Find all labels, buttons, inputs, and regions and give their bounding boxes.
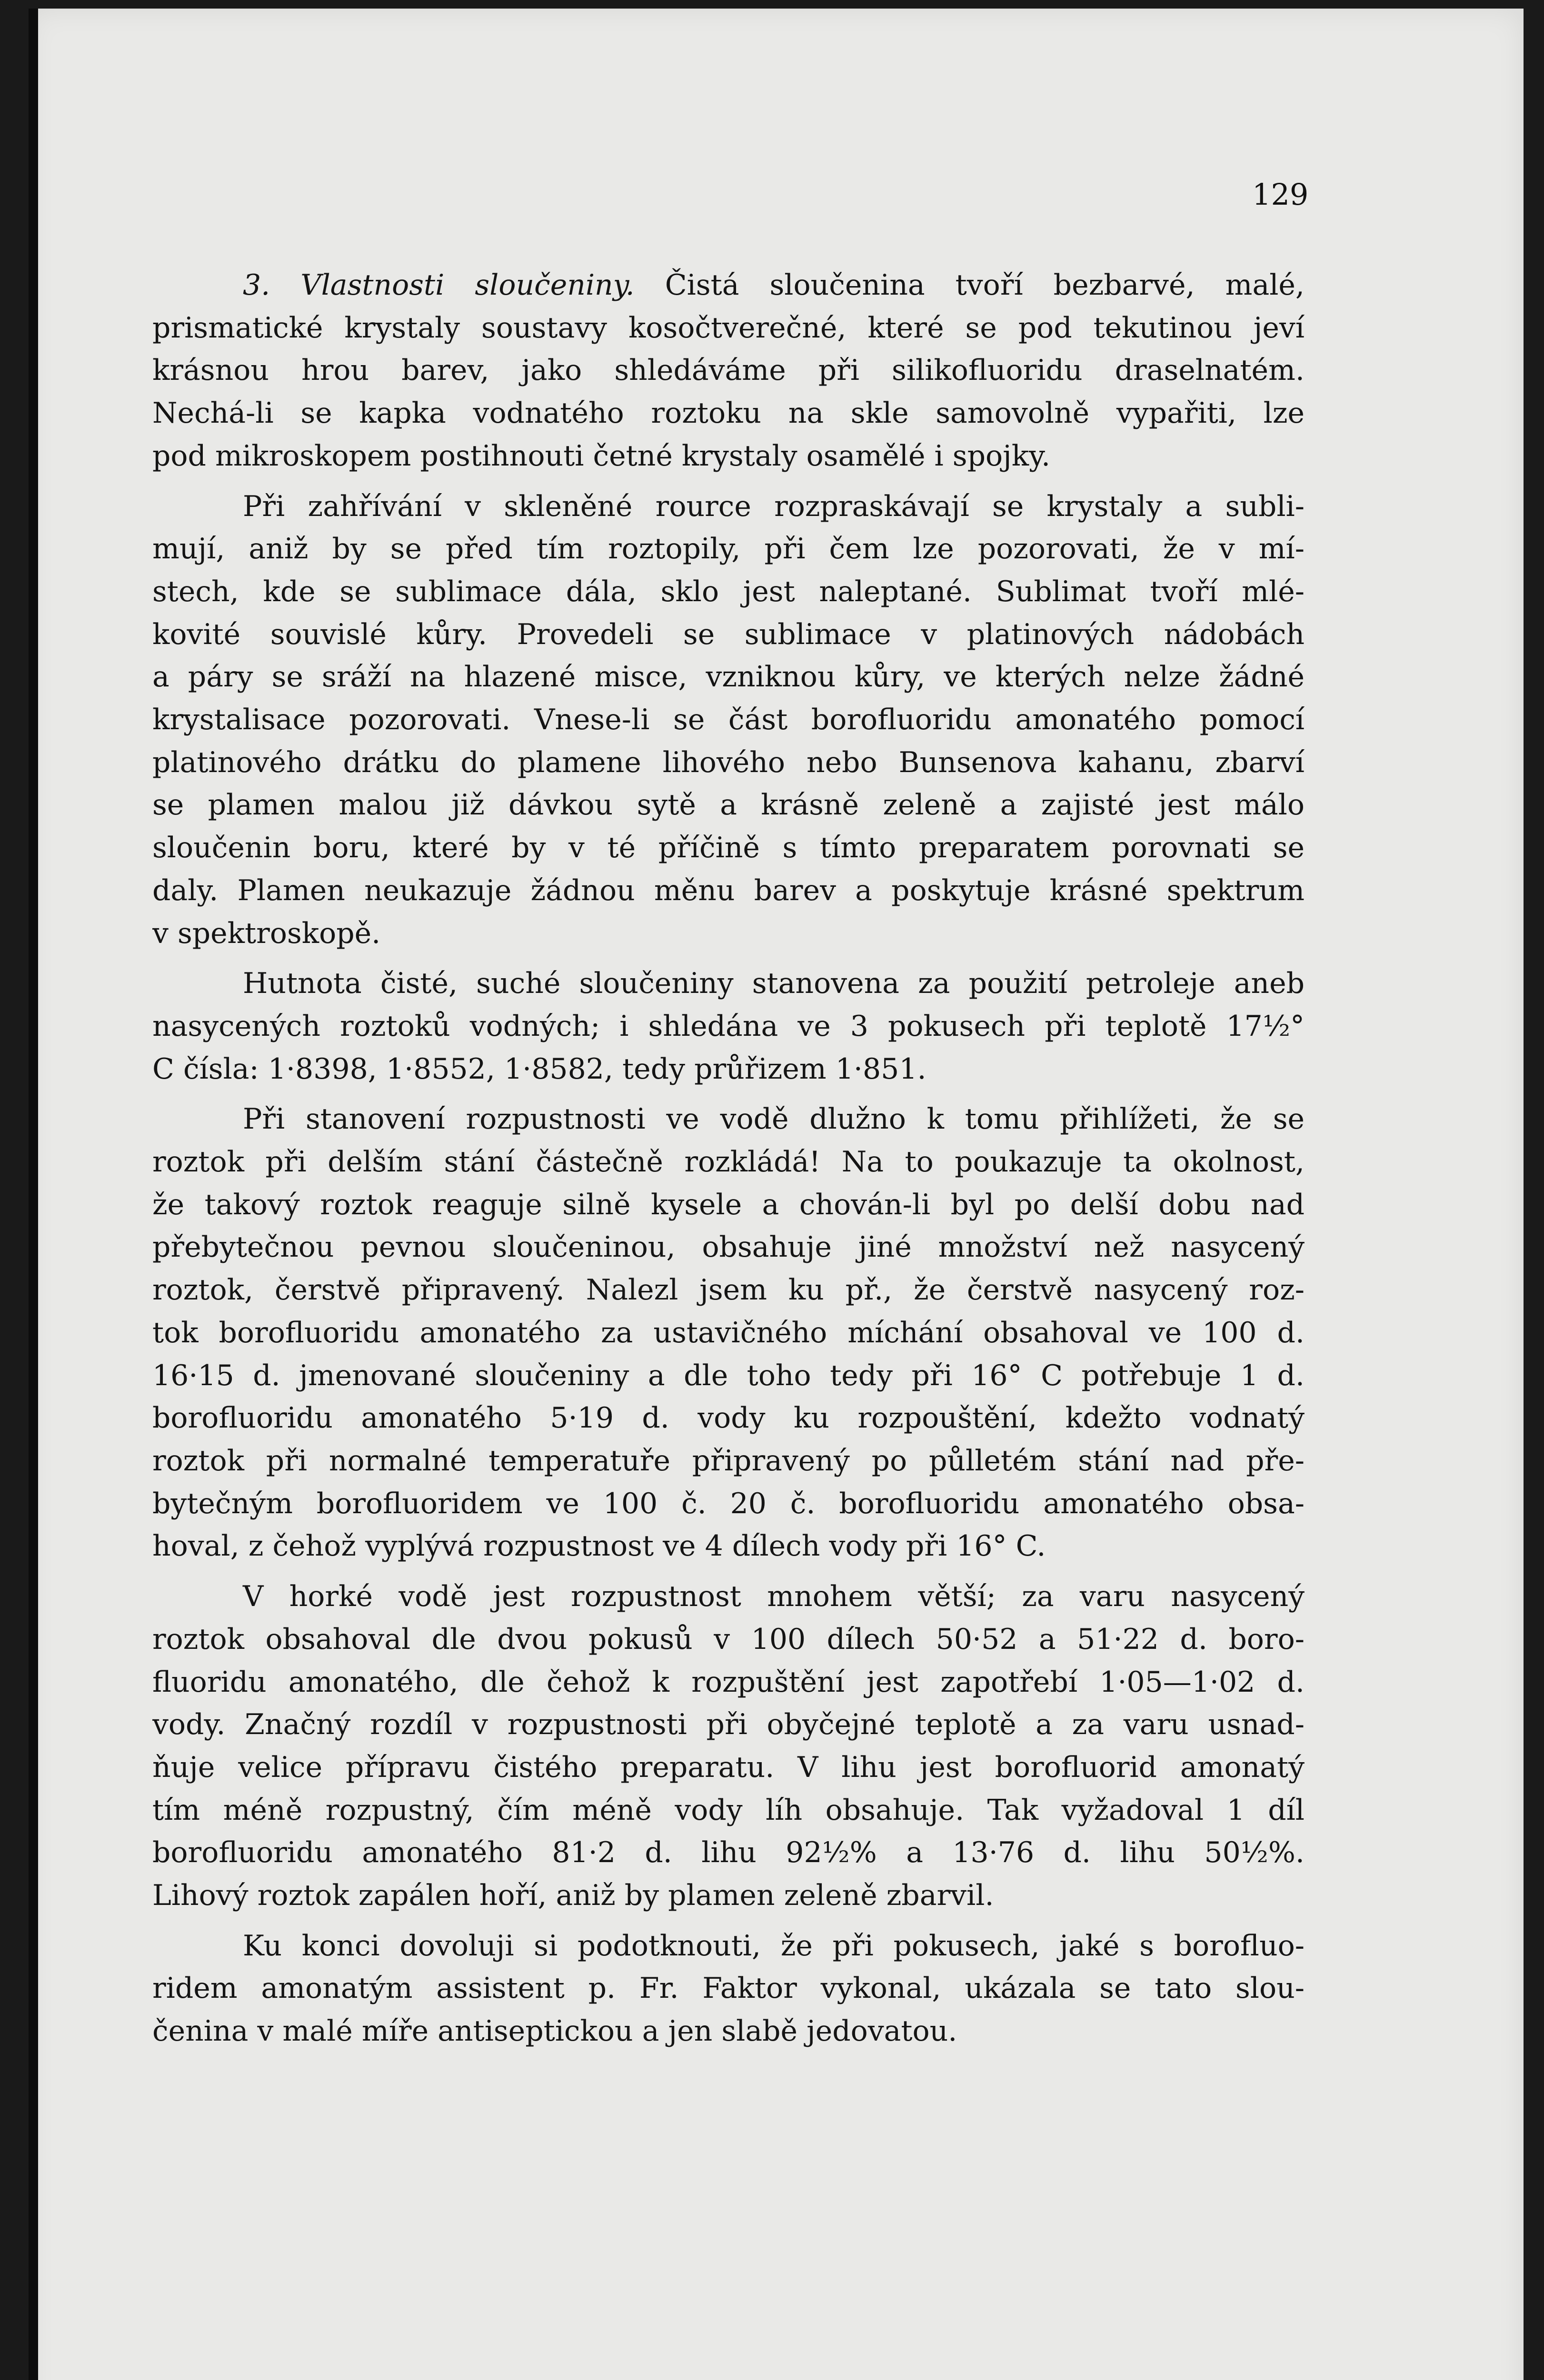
text-line: Hutnota čisté, suché sloučeniny stanovena za použití petroleje aneb [243,967,1305,1001]
text-line: a páry se sráží na hlazené misce, vzniknou kůry, ve kterých nelze žádné [152,660,1305,694]
text-line: roztok při normalné temperatuře připravený po půlletém stání nad pře- [152,1444,1305,1478]
text-line: krásnou hrou barev, jako shledáváme při silikofluoridu draselnatém. [152,354,1305,387]
text-line: Při stanovení rozpustnosti ve vodě dlužno k tomu přihlížeti, že se [243,1102,1305,1136]
paragraph-conclusion [152,1925,1305,2053]
paragraph-hot-water [152,1576,1305,1917]
text-line: prismatické krystaly soustavy kosočtverečné, které se pod tekutinou jeví [152,311,1305,345]
text-line: stech, kde se sublimace dála, sklo jest naleptané. Sublimat tvoří mlé- [152,575,1305,608]
text-line: se plamen malou již dávkou sytě a krásně zeleně a zajisté jest málo [152,788,1305,822]
text-line: roztok obsahoval dle dvou pokusů v 100 dílech 50·52 a 51·22 d. boro- [152,1622,1305,1656]
text-line: kovité souvislé kůry. Provedeli se sublimace v platinových nádobách [152,617,1305,651]
paragraph-properties [152,264,1305,478]
text-line: roztok, čerstvě připravený. Nalezl jsem ku př., že čerstvě nasycený roz- [152,1273,1305,1307]
text-line: nasycených roztoků vodných; i shledána ve 3 pokusech při teplotě 17½° [152,1009,1305,1043]
text-line: bytečným borofluoridem ve 100 č. 20 č. borofluoridu amonatého obsa- [152,1487,1305,1520]
text-line: fluoridu amonatého, dle čehož k rozpuštění jest zapotřebí 1·05—1·02 d. [152,1665,1305,1699]
text-line: V horké vodě jest rozpustnost mnohem větší; za varu nasycený [243,1580,1305,1614]
section-heading: 3. Vlastnosti sloučeniny. [243,268,635,302]
text-line: čenina v malé míře antiseptickou a jen slabě jedovatou. [152,2014,957,2048]
paragraph-solubility [152,1098,1305,1568]
text-line-content: Čistá sloučenina tvoří bezbarvé, malé, [634,268,1305,302]
text-line: Lihový roztok zapálen hoří, aniž by plamen zeleně zbarvil. [152,1879,994,1913]
body-text [152,264,1305,2053]
text-line: tok borofluoridu amonatého za ustavičného míchání obsahoval ve 100 d. [152,1316,1305,1349]
text-line: platinového drátku do plamene lihového nebo Bunsenova kahanu, zbarví [152,745,1305,779]
text-line: roztok při delším stání částečně rozkládá! Na to poukazuje ta okolnost, [152,1145,1305,1179]
text-line: Nechá-li se kapka vodnatého roztoku na skle samovolně vypařiti, lze [152,397,1305,430]
page-binding-edge [29,9,38,2380]
text-line: mují, aniž by se před tím roztopily, při čem lze pozorovati, že v mí- [152,532,1305,566]
text-line: že takový roztok reaguje silně kysele a chován-li byl po delší dobu nad [152,1188,1305,1221]
text-line: daly. Plamen neukazuje žádnou měnu barev a poskytuje krásné spektrum [152,873,1305,907]
text-line: sloučenin boru, které by v té příčině s tímto preparatem porovnati se [152,831,1305,865]
text-line: C čísla: 1·8398, 1·8552, 1·8582, tedy průřizem 1·851. [152,1052,926,1086]
text-line: ňuje velice přípravu čistého preparatu. V lihu jest borofluorid amonatý [152,1750,1305,1784]
text-line: krystalisace pozorovati. Vnese-li se část borofluoridu amonatého pomocí [152,703,1305,737]
paragraph-density [152,962,1305,1091]
text-line: borofluoridu amonatého 5·19 d. vody ku rozpouštění, kdežto vodnatý [152,1401,1305,1435]
text-line [152,264,1305,307]
paragraph-heating [152,486,1305,955]
text-line: vody. Značný rozdíl v rozpustnosti při obyčejné teplotě a za varu usnad- [152,1708,1305,1742]
text-line: ridem amonatým assistent p. Fr. Faktor vykonal, ukázala se tato slou- [152,1972,1305,2005]
text-line: tím méně rozpustný, čím méně vody líh obsahuje. Tak vyžadoval 1 díl [152,1793,1305,1827]
text-line: hoval, z čehož vyplývá rozpustnost ve 4 dílech vody při 16° C. [152,1529,1046,1563]
text-line: borofluoridu amonatého 81·2 d. lihu 92½% a 13·76 d. lihu 50½%. [152,1836,1305,1870]
text-line: Při zahřívání v skleněné rource rozpraskávají se krystaly a subli- [243,489,1305,523]
text-line: 16·15 d. jmenované sloučeniny a dle toho tedy při 16° C potřebuje 1 d. [152,1359,1305,1392]
text-line: Ku konci dovoluji si podotknouti, že při pokusech, jaké s borofluo- [243,1929,1305,1963]
page-number: 129 [1252,177,1309,212]
text-line: v spektroskopě. [152,916,381,950]
text-line: přebytečnou pevnou sloučeninou, obsahuje jiné množství než nasycený [152,1230,1305,1264]
text-line: pod mikroskopem postihnouti četné krystaly osamělé i spojky. [152,439,1051,473]
